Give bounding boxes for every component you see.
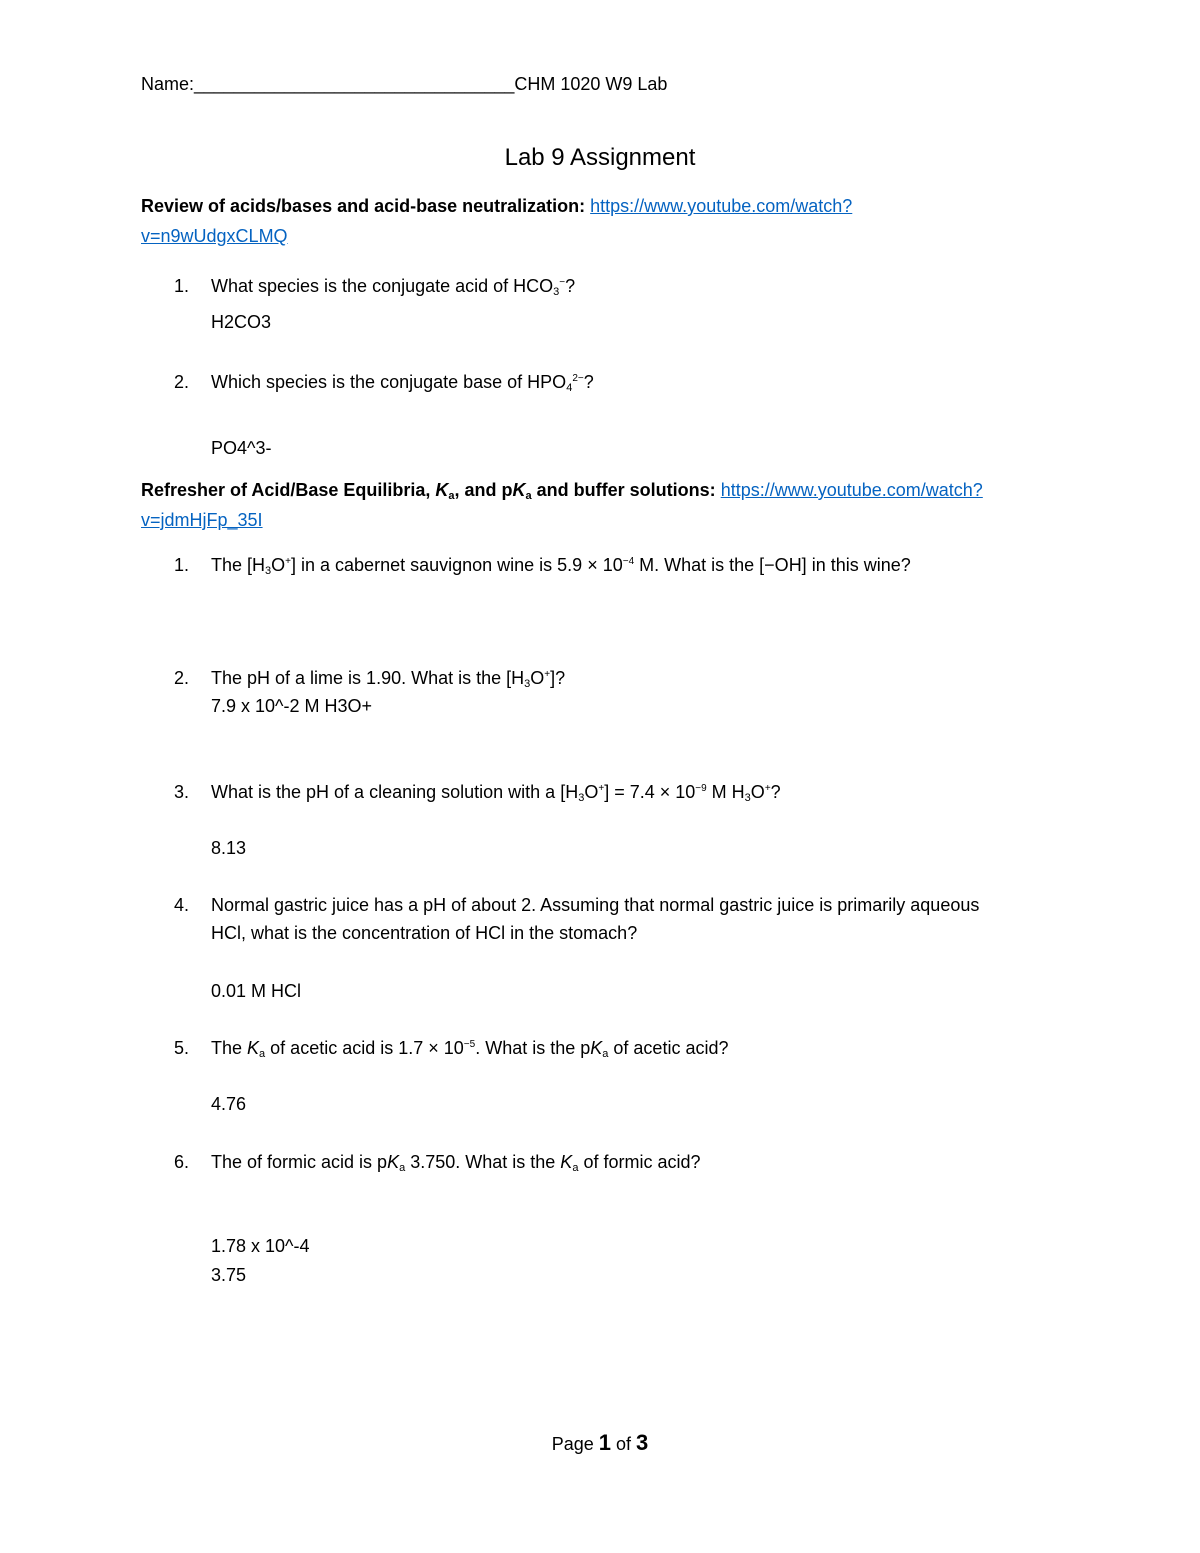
s2-q1-text: The $[H_3O^+]$ in a cabernet sauvignon wine is $5.9 \times 10^{-4}$ M. What is the [−OH] in this wine? [211,555,911,577]
course-code: CHM 1020 W9 Lab [514,74,668,94]
section1-heading [141,196,852,217]
page-header [141,74,667,95]
name-field-label: Name:________________________________ [141,74,515,94]
page-footer: Page 1 of 3 [551,1430,649,1455]
s2-q6-text: The of formic acid is $pK_a$ 3.750. What is the $K_a$ of formic acid? [211,1152,701,1174]
section2-video-link-cont[interactable]: v=jdmHjFp_35I [141,510,263,530]
s2-q3-answer: 8.13 [211,838,247,858]
section2-heading: Refresher of Acid/Base Equilibria, $K_a$, and $pK_a$ and buffer solutions: https://www.youtube.com/watch? [141,480,983,502]
s2-q2-number: 2. [174,668,190,688]
section1-video-link-cont[interactable]: v=n9wUdgxCLMQ [141,226,288,246]
s1-q2-number: 2. [174,372,190,392]
page-number: 1 [598,1430,612,1455]
s1-q2-answer: PO4^3- [211,438,272,458]
s1-q1-answer: H2CO3 [211,312,272,332]
page-total: 3 [636,1430,649,1455]
section2-video-link[interactable]: https://www.youtube.com/watch? [720,480,983,500]
s2-q2-answer: 7.9 x 10^-2 M H3O+ [211,696,373,716]
section1-video-link[interactable]: https://www.youtube.com/watch? [590,196,853,216]
section1-heading-text: Review of acids/bases and acid-base neutralization: [141,196,586,216]
s2-q6-answer-1: 1.78 x 10^-4 [211,1236,310,1256]
s2-q2-text: The pH of a lime is 1.90. What is the $[H_3O^+]$? [211,668,566,690]
page-title: Lab 9 Assignment [504,144,696,171]
s1-q1-number: 1. [174,276,190,296]
s2-q4-number: 4. [174,895,190,915]
s2-q4-text-line1: Normal gastric juice has a pH of about 2. Assuming that normal gastric juice is primarily aqueous [211,895,980,915]
s2-q1-number: 1. [174,555,190,575]
s2-q5-answer: 4.76 [211,1094,247,1114]
s2-q4-text-line2: HCl, what is the concentration of HCl in the stomach? [211,923,638,943]
s2-q5-number: 5. [174,1038,190,1058]
s2-q6-answer-2: 3.75 [211,1265,247,1285]
s2-q5-text: The $K_a$ of acetic acid is $1.7 \times 10^{-5}$. What is the $pK_a$ of acetic acid? [211,1038,729,1060]
s2-q3-number: 3. [174,782,190,802]
section2-link-cont [141,510,263,531]
s2-q4-answer: 0.01 M HCl [211,981,302,1001]
s2-q6-number: 6. [174,1152,190,1172]
s1-q2-text: Which species is the conjugate base of $HPO_4^{2-}$? [211,372,594,394]
section1-link-cont [141,226,288,247]
s1-q1-text: What species is the conjugate acid of $HCO_3^-$? [211,276,576,298]
s2-q3-text: What is the pH of a cleaning solution with a $[H_3O^+] = 7.4 \times 10^{-9}$ M $H_3O^+$? [211,782,781,804]
